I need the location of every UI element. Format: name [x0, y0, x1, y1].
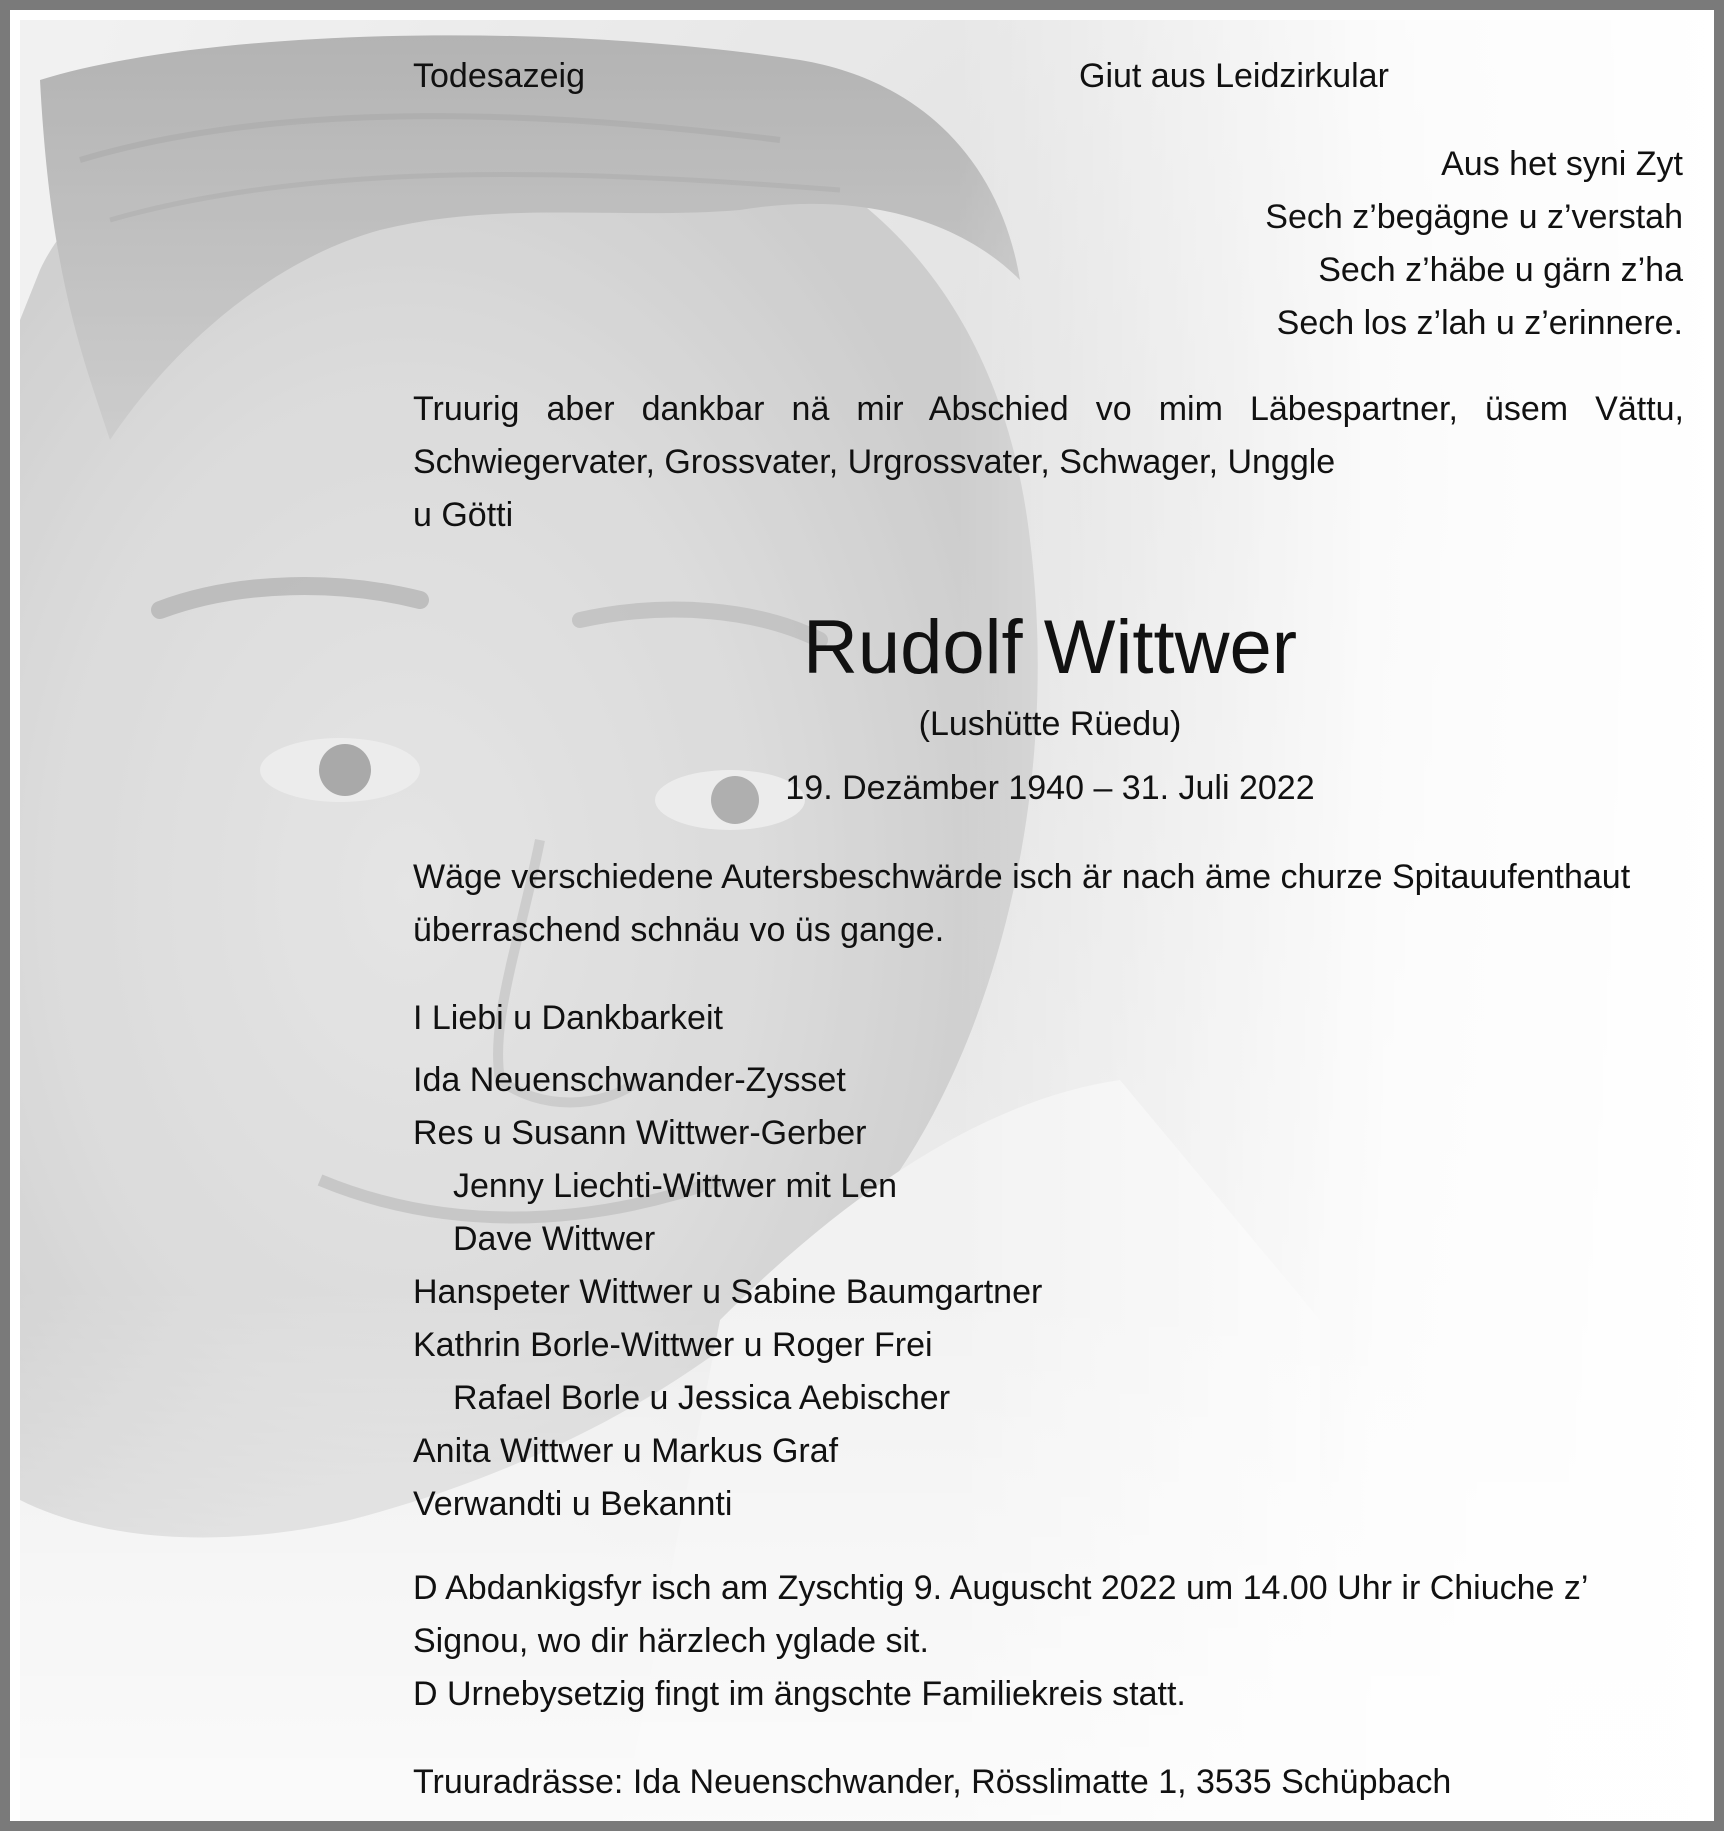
- service-info: [413, 1562, 1588, 1721]
- mourner: Hanspeter Wittwer u Sabine Baumgartner: [413, 1273, 1043, 1311]
- death-text-line: überraschend schnäu vo üs gange.: [413, 911, 945, 949]
- mourner: Kathrin Borle-Wittwer u Roger Frei: [413, 1326, 933, 1364]
- mourners-list: [413, 1054, 1042, 1531]
- poem: [1265, 138, 1683, 350]
- intro-line: Schwiegervater, Grossvater, Urgrossvater, Schwager, Unggle: [413, 443, 1336, 481]
- poem-line: Sech z’begägne u z’verstah: [1265, 198, 1683, 236]
- death-text: [413, 851, 1630, 957]
- poem-line: Sech z’häbe u gärn z’ha: [1318, 251, 1683, 289]
- notice-kind: Todesazeig: [413, 57, 586, 95]
- mourner: Jenny Liechti-Wittwer mit Len: [453, 1167, 898, 1205]
- mourner: Dave Wittwer: [453, 1220, 656, 1258]
- mourner: Anita Wittwer u Markus Graf: [413, 1432, 839, 1470]
- mourner: Verwandti u Bekannti: [413, 1485, 733, 1523]
- notice-content: [10, 10, 1724, 1831]
- mourner: Rafael Borle u Jessica Aebischer: [453, 1379, 951, 1417]
- intro-line: u Götti: [413, 496, 514, 534]
- intro-text: [413, 383, 1684, 542]
- intro-line: Truurig aber dankbar nä mir Abschied vo mim Läbespartner, üsem Vättu,: [413, 390, 1684, 428]
- service-line: D Abdankigsfyr isch am Zyschtig 9. Auguscht 2022 um 14.00 Uhr ir Chiuche z’: [413, 1569, 1589, 1607]
- poem-line: Sech los z’lah u z’erinnere.: [1276, 304, 1683, 342]
- service-line: D Urnebysetzig fingt im ängschte Familiekreis statt.: [413, 1675, 1186, 1713]
- mourning-address: Truuradrässe: Ida Neuenschwander, Rösslimatte 1, 3535 Schüpbach: [413, 1763, 1452, 1801]
- death-text-line: Wäge verschiedene Autersbeschwärde isch är nach äme churze Spitauufenthaut: [413, 858, 1631, 896]
- deceased-name: Rudolf Wittwer: [802, 605, 1298, 690]
- mourner: Ida Neuenschwander-Zysset: [413, 1061, 846, 1099]
- deceased-nickname: (Lushütte Rüedu): [918, 705, 1182, 743]
- service-line: Signou, wo dir härzlech yglade sit.: [413, 1622, 929, 1660]
- closing-phrase: I Liebi u Dankbarkeit: [413, 999, 723, 1037]
- mourner: Res u Susann Wittwer-Gerber: [413, 1114, 867, 1152]
- notice-source: Giut aus Leidzirkular: [1079, 57, 1389, 95]
- poem-line: Aus het syni Zyt: [1441, 145, 1683, 183]
- life-dates: 19. Dezämber 1940 – 31. Juli 2022: [785, 769, 1315, 807]
